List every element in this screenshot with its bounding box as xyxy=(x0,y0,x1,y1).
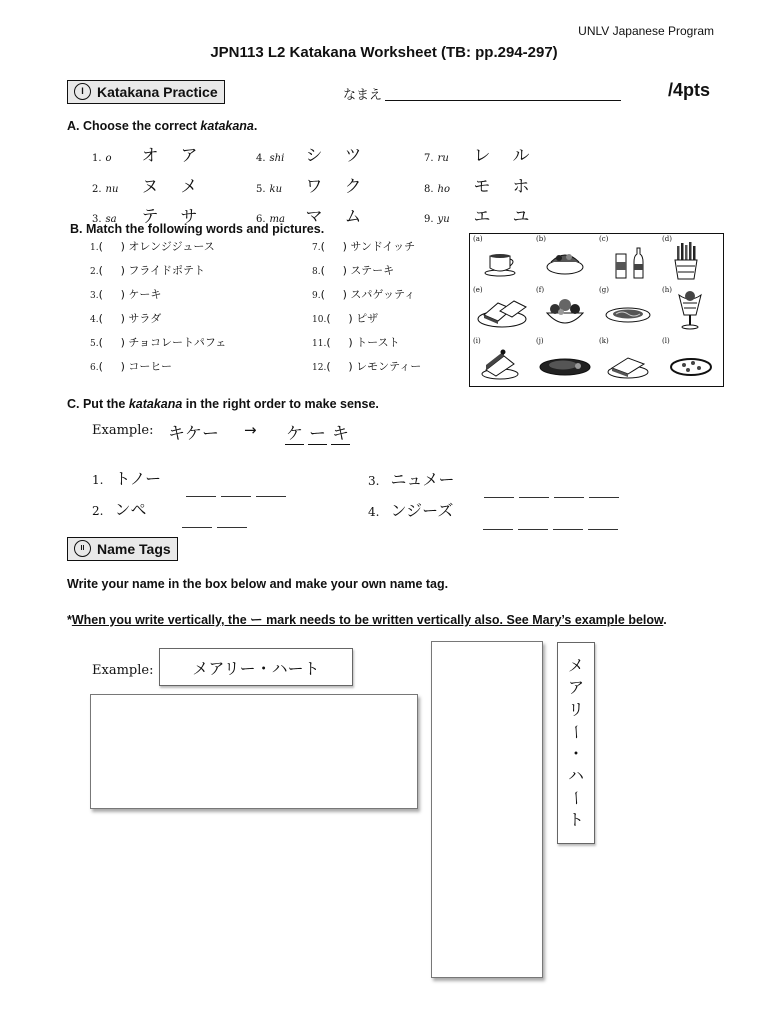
picture-spaghetti: (g) xyxy=(596,285,659,335)
answer-blank[interactable]: ( xyxy=(326,360,331,373)
option-b[interactable]: ツ xyxy=(344,146,362,166)
picture-pizza: (l) xyxy=(659,336,722,386)
name-label: なまえ xyxy=(343,88,383,103)
arrow-right-icon: → xyxy=(244,421,257,439)
part-a-item xyxy=(92,172,198,197)
section-name-tags xyxy=(67,537,178,561)
picture-salad-bowl: (f) xyxy=(533,285,596,335)
option-b[interactable]: ア xyxy=(180,146,198,166)
option-a[interactable]: マ xyxy=(305,207,323,227)
section-katakana-practice xyxy=(67,80,225,104)
item-word: ピザ xyxy=(356,312,379,325)
vertical-name-char: ハ xyxy=(567,766,584,785)
answer-blank[interactable]: ( xyxy=(320,264,325,277)
match-item: 8.( ) ステーキ xyxy=(312,264,395,277)
item-romaji: nu xyxy=(105,184,119,195)
picture-coffee: (a) xyxy=(470,234,533,284)
option-a[interactable]: レ xyxy=(473,146,491,166)
vertical-name-char: ア xyxy=(567,678,584,697)
picture-parfait: (h) xyxy=(659,285,722,335)
vertical-name-char: ー xyxy=(566,789,586,807)
vertical-writing-note: *When you write vertically, the ー mark needs to be written vertically also. See Mary’s example below. xyxy=(67,613,667,627)
item-word: トースト xyxy=(356,336,400,349)
item-romaji: yu xyxy=(437,214,450,225)
part-a-item xyxy=(424,172,530,197)
item-number: 5. xyxy=(256,184,266,195)
picture-sandwich: (e) xyxy=(470,285,533,335)
picture-juice: (c) xyxy=(596,234,659,284)
name-tag-instruction: Write your name in the box below and make your own name tag. xyxy=(67,577,449,591)
match-item: 2.( ) フライドポテト xyxy=(90,264,206,277)
item-romaji: ru xyxy=(437,153,449,164)
item-romaji: o xyxy=(105,153,112,164)
item-number: 1. xyxy=(90,243,99,253)
picture-grid xyxy=(469,233,724,387)
picture-fries: (d) xyxy=(659,234,722,284)
part-a-item xyxy=(256,141,362,166)
section-number: II xyxy=(74,540,91,557)
option-b[interactable]: ホ xyxy=(512,177,530,197)
match-item: 12.( ) レモンティー xyxy=(312,360,422,373)
item-number: 7. xyxy=(424,153,434,164)
option-a[interactable]: シ xyxy=(305,146,323,166)
picture-salad: (b) xyxy=(533,234,596,284)
vertical-name-char: リ xyxy=(567,700,584,719)
item-word: レモンティー xyxy=(356,360,422,373)
vertical-name-char: ト xyxy=(567,810,584,829)
answer-blank[interactable]: ( xyxy=(320,288,325,301)
option-b[interactable]: ク xyxy=(344,177,362,197)
answer-blank[interactable]: ( xyxy=(98,312,103,325)
answer-blank[interactable]: ( xyxy=(98,288,103,301)
item-number: 10. xyxy=(312,315,327,325)
item-number: 3. xyxy=(90,291,99,301)
points-total: /4pts xyxy=(668,80,711,100)
part-c-item-1: 1. トノー xyxy=(92,469,162,488)
match-item: 4.( ) サラダ xyxy=(90,312,162,325)
match-item: 6.( ) コーヒー xyxy=(90,360,172,373)
part-a-item xyxy=(92,141,198,166)
example-horizontal-name-tag: メアリー・ハート xyxy=(159,648,353,686)
option-b[interactable]: サ xyxy=(180,207,198,227)
answer-blank[interactable]: ( xyxy=(98,240,103,253)
item-word: オレンジジュース xyxy=(128,240,215,253)
item-word: チョコレートパフェ xyxy=(128,336,227,349)
picture-toast: (k) xyxy=(596,336,659,386)
section-title: Katakana Practice xyxy=(97,83,218,100)
picture-steak: (j) xyxy=(533,336,596,386)
item-word: サラダ xyxy=(128,312,162,325)
option-a[interactable]: テ xyxy=(141,207,159,227)
item-number: 2. xyxy=(90,267,99,277)
item-word: ケーキ xyxy=(128,288,162,301)
part-c-example-label: Example: xyxy=(92,423,154,438)
match-item: 3.( ) ケーキ xyxy=(90,288,162,301)
part-c-blanks-3[interactable] xyxy=(484,483,619,502)
answer-blank[interactable]: ( xyxy=(320,240,325,253)
item-number: 3. xyxy=(92,214,102,225)
match-item: 5.( ) チョコレートパフェ xyxy=(90,336,227,349)
item-romaji: shi xyxy=(269,153,285,164)
item-word: ステーキ xyxy=(350,264,395,277)
item-word: フライドポテト xyxy=(128,264,206,277)
item-number: 9. xyxy=(424,214,434,225)
part-a-item xyxy=(424,202,530,227)
name-tag-example-label: Example: xyxy=(92,663,154,678)
picture-cake: (i) xyxy=(470,336,533,386)
item-number: 6. xyxy=(256,214,266,225)
item-number: 6. xyxy=(90,363,99,373)
part-c-blanks-2[interactable] xyxy=(182,513,247,532)
item-word: コーヒー xyxy=(128,360,172,373)
part-c-example-answer: ケ ー キ xyxy=(285,419,350,445)
answer-blank[interactable]: ( xyxy=(98,336,103,349)
part-c-example-scrambled: キケー xyxy=(168,424,219,444)
option-a[interactable]: モ xyxy=(473,177,491,197)
part-c-item-4: 4. ンジーズ xyxy=(368,501,454,520)
item-word: サンドイッチ xyxy=(350,240,416,253)
item-number: 11. xyxy=(312,339,327,349)
option-b[interactable]: ユ xyxy=(512,207,530,227)
item-romaji: ku xyxy=(269,184,283,195)
match-item: 7.( ) サンドイッチ xyxy=(312,240,416,253)
option-a[interactable]: ワ xyxy=(305,177,323,197)
option-b[interactable]: ム xyxy=(344,207,362,227)
match-item: 9.( ) スパゲッティ xyxy=(312,288,416,301)
vertical-name-tag-box[interactable] xyxy=(431,641,543,978)
part-c-blanks-4[interactable] xyxy=(483,515,618,534)
vertical-name-char: ー xyxy=(566,723,586,741)
answer-blank[interactable]: ( xyxy=(326,336,331,349)
name-line[interactable] xyxy=(385,100,621,101)
item-number: 9. xyxy=(312,291,321,301)
option-b[interactable]: ル xyxy=(512,146,530,166)
example-vertical-name-tag xyxy=(557,642,595,844)
option-a[interactable]: ヌ xyxy=(141,177,159,197)
answer-blank[interactable]: ( xyxy=(326,312,331,325)
item-romaji: ma xyxy=(269,214,285,225)
part-a-item xyxy=(424,141,530,166)
item-number: 4. xyxy=(90,315,99,325)
option-b[interactable]: メ xyxy=(180,177,198,197)
part-a-instruction: A. Choose the correct katakana. xyxy=(67,119,258,133)
part-a-item xyxy=(256,172,362,197)
item-number: 8. xyxy=(312,267,321,277)
item-number: 2. xyxy=(92,184,102,195)
part-c-instruction: C. Put the katakana in the right order to make sense. xyxy=(67,397,379,411)
part-c-item-2: 2. ンペ xyxy=(92,500,147,519)
section-number: I xyxy=(74,83,91,100)
item-number: 7. xyxy=(312,243,321,253)
option-a[interactable]: エ xyxy=(473,207,491,227)
part-c-item-3: 3. ニュメー xyxy=(368,470,455,489)
program-name: UNLV Japanese Program xyxy=(578,24,714,38)
horizontal-name-tag-box[interactable] xyxy=(90,694,418,809)
answer-blank[interactable]: ( xyxy=(98,360,103,373)
item-number: 4. xyxy=(256,153,266,164)
item-number: 1. xyxy=(92,153,102,164)
match-item: 11.( ) トースト xyxy=(312,336,400,349)
vertical-name-char: メ xyxy=(567,656,584,675)
match-item: 1.( ) オレンジジュース xyxy=(90,240,215,253)
item-romaji: sa xyxy=(105,214,117,225)
item-word: スパゲッティ xyxy=(350,288,416,301)
worksheet-title: JPN113 L2 Katakana Worksheet (TB: pp.294-297) xyxy=(210,44,558,61)
item-number: 5. xyxy=(90,339,99,349)
item-romaji: ho xyxy=(437,184,451,195)
answer-blank[interactable]: ( xyxy=(98,264,103,277)
item-number: 12. xyxy=(312,363,327,373)
part-c-blanks-1[interactable] xyxy=(186,482,286,501)
option-a[interactable]: オ xyxy=(141,146,159,166)
part-b-instruction: B. Match the following words and pictures. xyxy=(70,222,325,236)
section-title: Name Tags xyxy=(97,540,171,557)
item-number: 8. xyxy=(424,184,434,195)
vertical-name-char: ・ xyxy=(567,744,584,763)
match-item: 10.( ) ピザ xyxy=(312,312,379,325)
